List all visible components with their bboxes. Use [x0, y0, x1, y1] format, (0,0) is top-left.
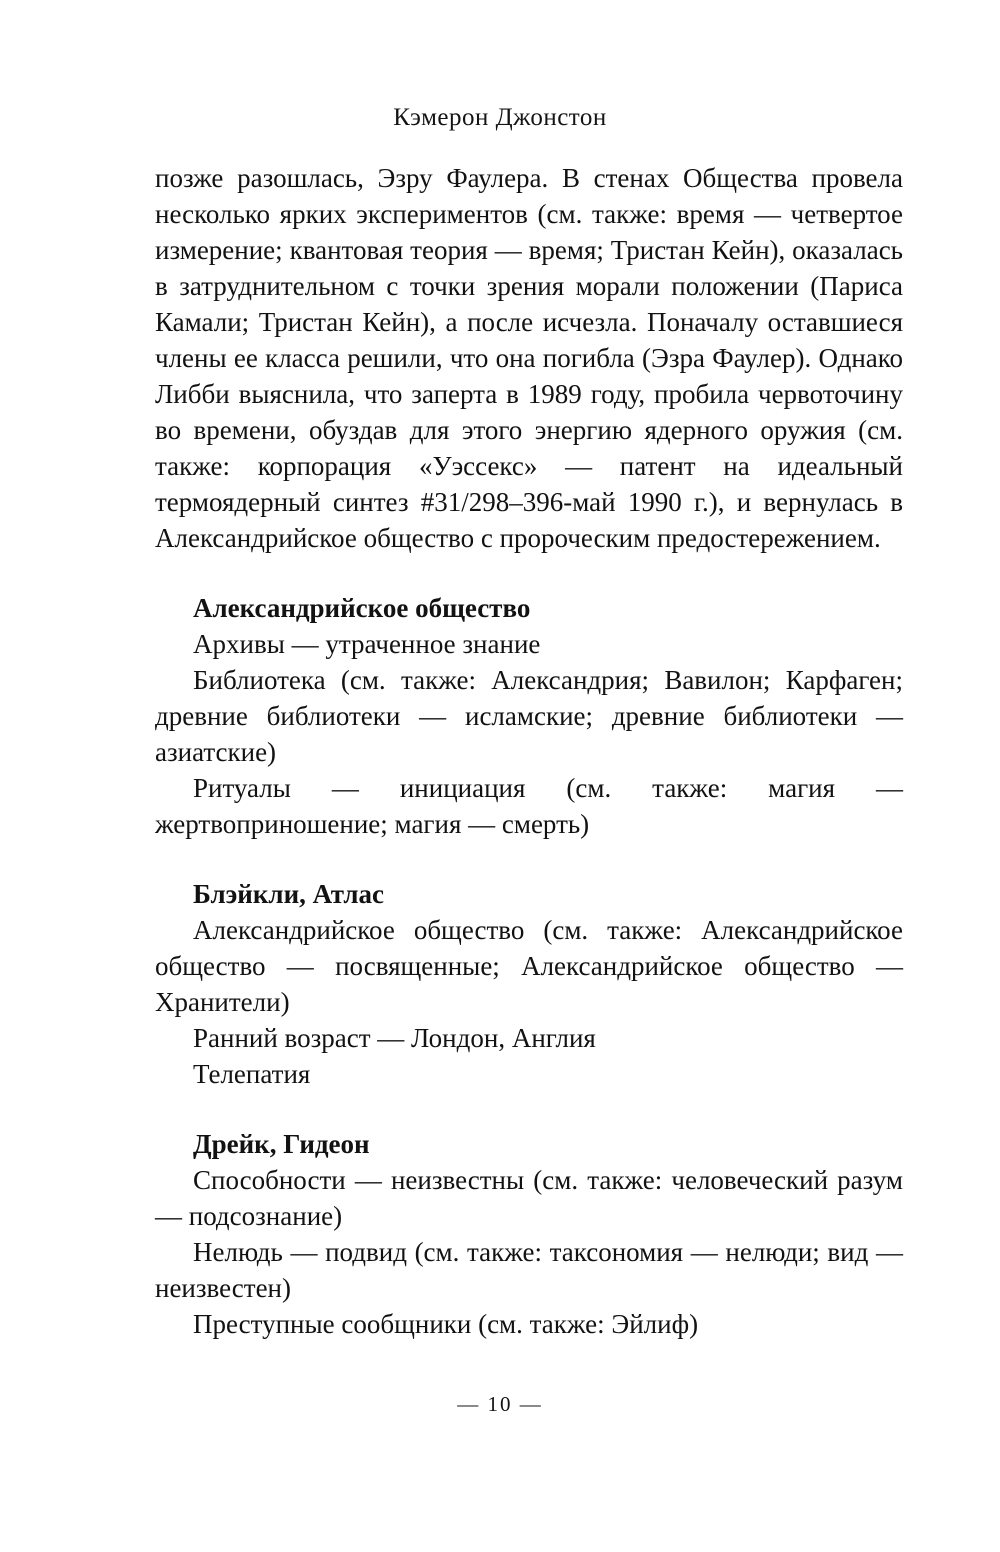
index-entry: Нелюдь — подвид (см. также: таксономия — нелюди; вид — неизвестен) — [155, 1237, 903, 1303]
index-entry: Преступные сообщники (см. также: Эйлиф) — [193, 1309, 699, 1339]
section-heading: Александрийское общество — [193, 593, 531, 623]
page-number: — 10 — — [457, 1392, 543, 1416]
index-section-alexandrian-society — [155, 590, 903, 842]
index-entry: Телепатия — [193, 1059, 311, 1089]
index-entry: Александрийское общество (см. также: Александрийское общество — посвященные; Александрийское общество — Хранители) — [155, 915, 903, 1017]
running-head: Кэмерон Джонстон — [393, 104, 607, 131]
index-entry: Архивы — утраченное знание — [193, 629, 541, 659]
index-entry: Ритуалы — инициация (см. также: магия — жертвоприношение; магия — смерть) — [155, 773, 903, 839]
intro-paragraph: позже разошлась, Эзру Фаулера. В стенах Общества провела несколько ярких экспериментов (см. также: время — четвертое измерение; квантовая теория — время; Тристан Кейн), оказалась в затруднительном с точки зрения морали положении (Париса Камали; Тристан Кейн), а после исчезла. Поначалу оставшиеся члены ее класса решили, что она погибла (Эзра Фаулер). Однако Либби выяснила, что заперта в 1989 году, пробила червоточину во времени, обуздав для этого энергию ядерного оружия (см. также: корпорация «Уэссекс» — патент на идеальный термоядерный синтез #31/298–396-май 1990 г.), и вернулась в Александрийское общество с пророческим предостережением. — [155, 163, 903, 553]
index-entry: Библиотека (см. также: Александрия; Вавилон; Карфаген; древние библиотеки — исламские; древние библиотеки — азиатские) — [155, 665, 903, 767]
index-entry: Ранний возраст — Лондон, Англия — [193, 1023, 596, 1053]
index-entry: Способности — неизвестны (см. также: человеческий разум — подсознание) — [155, 1165, 903, 1231]
index-section-drake-gideon — [155, 1126, 903, 1342]
page-content — [155, 160, 903, 1342]
index-section-blakely-atlas — [155, 876, 903, 1092]
section-heading: Блэйкли, Атлас — [193, 879, 385, 909]
section-heading: Дрейк, Гидеон — [193, 1129, 370, 1159]
